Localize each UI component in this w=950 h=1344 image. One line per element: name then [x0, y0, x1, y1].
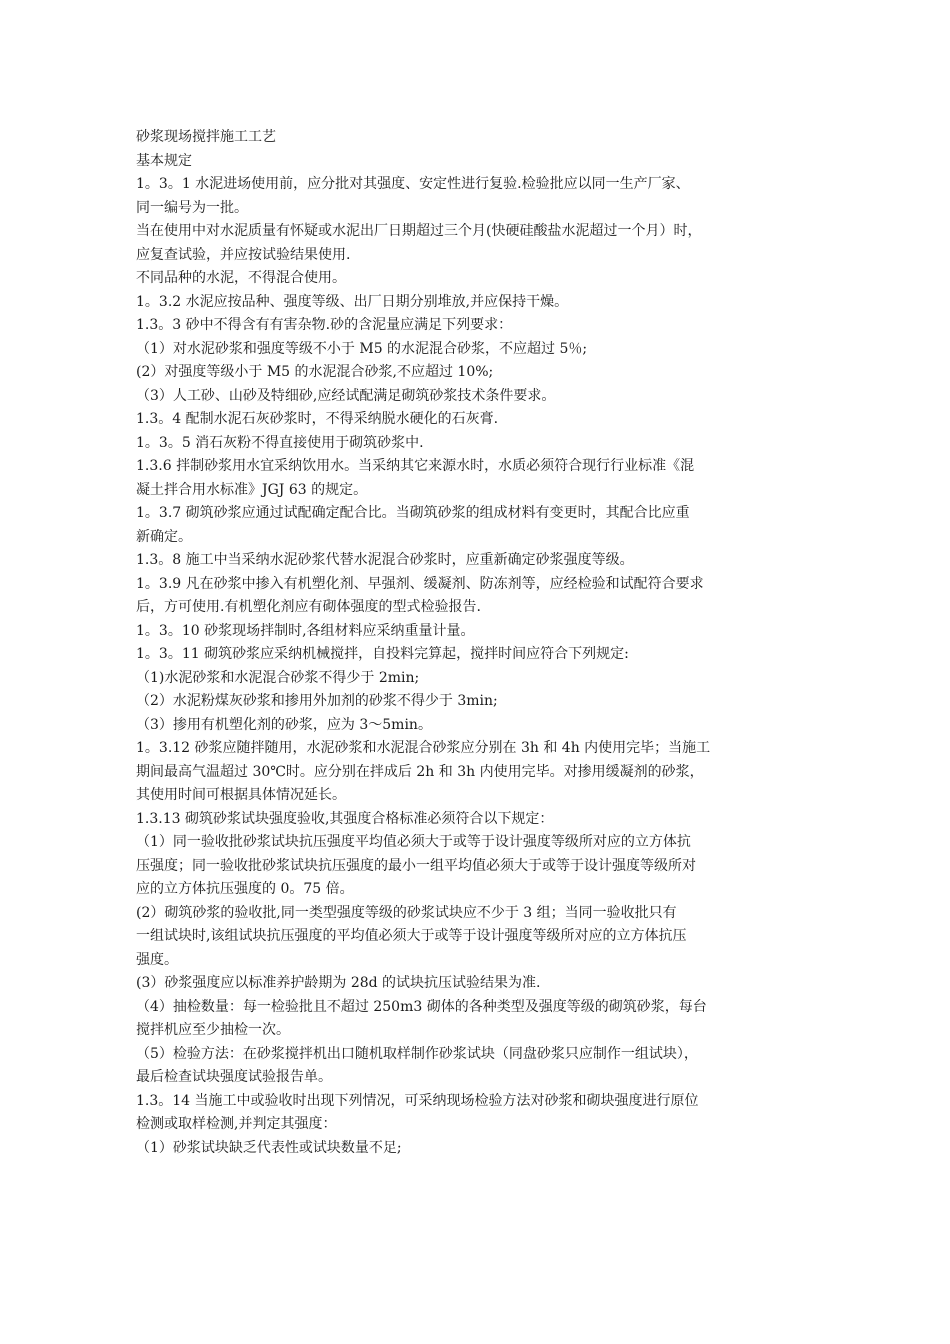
text-line: 检测或取样检测,并判定其强度： [136, 1116, 337, 1132]
text-line: 一组试块时,该组试块抗压强度的平均值必须大于或等于设计强度等级所对应的立方体抗压 [136, 928, 687, 944]
text-line: 1。3.12 砂浆应随拌随用，水泥砂浆和水泥混合砂浆应分别在 3h 和 4h 内使用完毕；当施工 [136, 740, 711, 756]
text-line: 1.3。8 施工中当采纳水泥砂浆代替水泥混合砂浆时，应重新确定砂浆强度等级。 [136, 552, 634, 568]
text-line: （4）抽检数量：每一检验批且不超过 250m3 砌体的各种类型及强度等级的砌筑砂浆，每台 [136, 998, 707, 1015]
text-line: (2）砌筑砂浆的验收批,同一类型强度等级的砂浆试块应不少于 3 组；当同一验收批只有 [136, 904, 677, 921]
text-line: (3）砂浆强度应以标准养护龄期为 28d 的试块抗压试验结果为准. [136, 975, 541, 991]
text-line: 当在使用中对水泥质量有怀疑或水泥出厂日期超过三个月(快硬硅酸盐水泥超过一个月）时， [136, 223, 702, 239]
text-line: 后，方可使用.有机塑化剂应有砌体强度的型式检验报告. [136, 599, 481, 615]
text-line: 1。3。1 水泥进场使用前，应分批对其强度、安定性进行复验.检验批应以同一生产厂家、 [136, 176, 690, 192]
text-line: 1.3.13 砌筑砂浆试块强度验收,其强度合格标准必须符合以下规定： [136, 810, 554, 827]
text-line: 期间最高气温超过 30℃时。应分别在拌成后 2h 和 3h 内使用完毕。对掺用缓凝剂的砂浆， [136, 763, 704, 780]
text-line: 1。3.7 砌筑砂浆应通过试配确定配合比。当砌筑砂浆的组成材料有变更时，其配合比应重 [136, 505, 690, 521]
text-line: 1.3。14 当施工中或验收时出现下列情况，可采纳现场检验方法对砂浆和砌块强度进行原位 [136, 1092, 699, 1109]
text-line: 1。3。11 砌筑砂浆应采纳机械搅拌，自投料完算起，搅拌时间应符合下列规定: [136, 646, 629, 662]
text-line: （2）水泥粉煤灰砂浆和掺用外加剂的砂浆不得少于 3min; [136, 693, 498, 709]
text-line: 基本规定 [136, 152, 192, 169]
text-line: 1。3。5 消石灰粉不得直接使用于砌筑砂浆中. [136, 434, 424, 451]
text-line: 搅拌机应至少抽检一次。 [136, 1022, 290, 1038]
text-line: 1。3.9 凡在砂浆中掺入有机塑化剂、早强剂、缓凝剂、防冻剂等，应经检验和试配符合要求 [136, 575, 704, 592]
text-line: 应复查试验，并应按试验结果使用. [136, 246, 351, 263]
text-line: 1。3.2 水泥应按品种、强度等级、出厂日期分别堆放,并应保持干燥。 [136, 293, 569, 310]
text-line: 1.3。3 砂中不得含有有害杂物.砂的含泥量应满足下列要求： [136, 317, 513, 333]
text-line: 强度。 [136, 951, 178, 968]
text-line: （1）同一验收批砂浆试块抗压强度平均值必须大于或等于设计强度等级所对应的立方体抗 [136, 834, 691, 850]
text-line: （1）对水泥砂浆和强度等级不小于 M5 的水泥混合砂浆，不应超过 5％; [136, 340, 588, 357]
text-line: 其使用时间可根据具体情况延长。 [136, 787, 346, 803]
text-line: 新确定。 [136, 528, 192, 545]
text-line: 不同品种的水泥，不得混合使用。 [136, 270, 346, 286]
text-line: （3）掺用有机塑化剂的砂浆，应为 3～5min。 [136, 716, 432, 733]
document-body [136, 126, 816, 1160]
text-line: 凝土拌合用水标准》JGJ 63 的规定。 [136, 481, 368, 498]
text-line: 最后检查试块强度试验报告单。 [136, 1069, 332, 1085]
text-line: 压强度；同一验收批砂浆试块抗压强度的最小一组平均值必须大于或等于设计强度等级所对 [136, 857, 696, 874]
text-line: 1.3。4 配制水泥石灰砂浆时，不得采纳脱水硬化的石灰膏. [136, 411, 499, 427]
text-line: (2）对强度等级小于 M5 的水泥混合砂浆,不应超过 10%; [136, 364, 494, 380]
text-line: （5）检验方法：在砂浆搅拌机出口随机取样制作砂浆试块（同盘砂浆只应制作一组试块）， [136, 1045, 698, 1062]
text-line: （3）人工砂、山砂及特细砂,应经试配满足砌筑砂浆技术条件要求。 [136, 387, 556, 404]
text-line: 1。3。10 砂浆现场拌制时,各组材料应采纳重量计量。 [136, 622, 475, 639]
text-line: （1)水泥砂浆和水泥混合砂浆不得少于 2min; [136, 669, 420, 686]
document-title: 砂浆现场搅拌施工工艺 [136, 129, 276, 145]
text-line: 同一编号为一批。 [136, 199, 248, 216]
text-line: 应的立方体抗压强度的 0。75 倍。 [136, 881, 354, 897]
text-line: （1）砂浆试块缺乏代表性或试块数量不足; [136, 1139, 402, 1156]
text-line: 1.3.6 拌制砂浆用水宜采纳饮用水。当采纳其它来源水时，水质必须符合现行行业标准《混 [136, 458, 695, 474]
